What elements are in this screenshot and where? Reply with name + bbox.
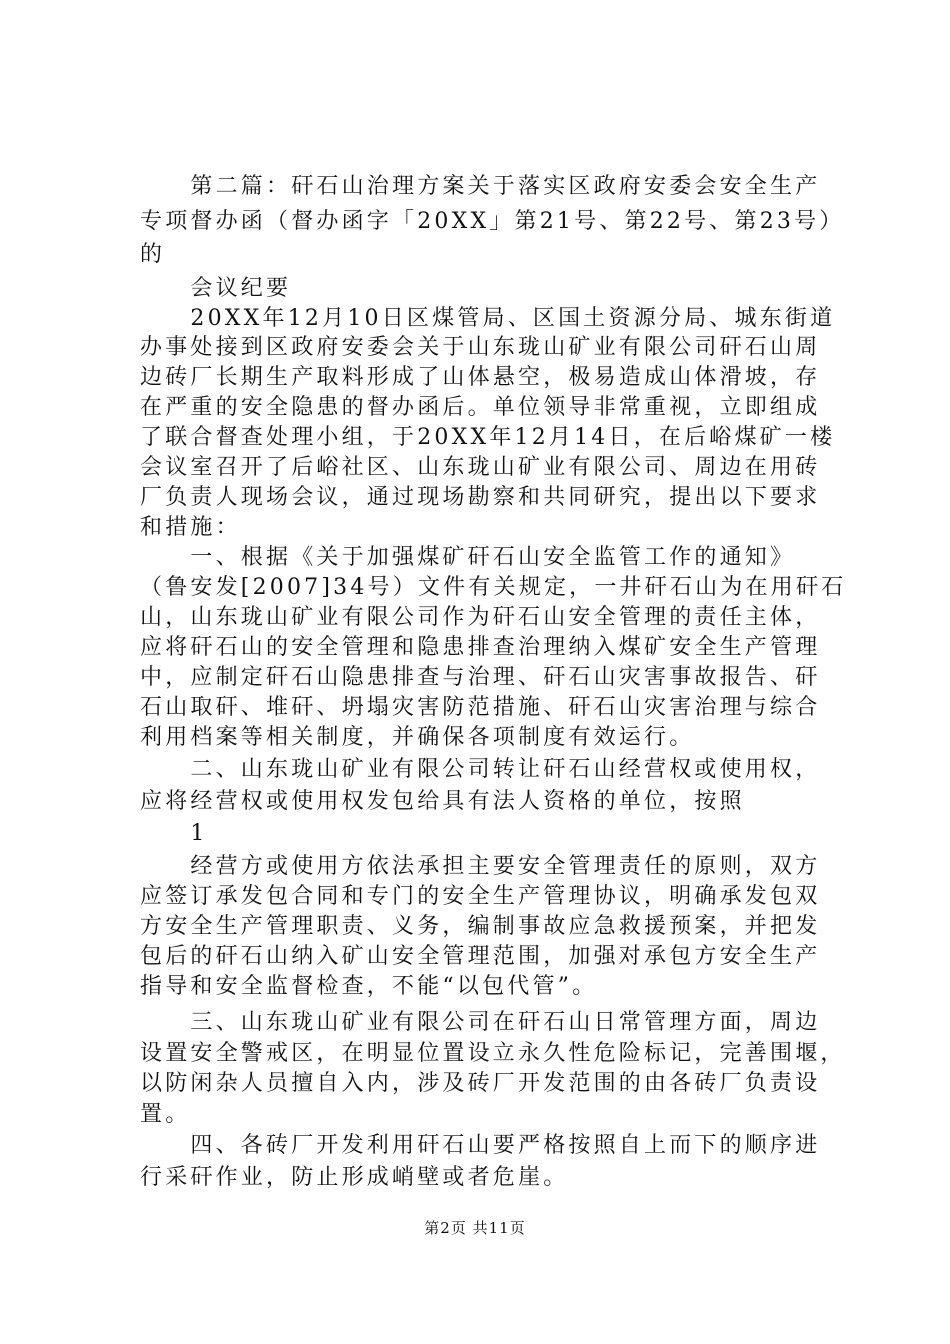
text-line: 方安全生产管理职责、义务，编制事故应急救援预案，并把发 <box>140 914 821 939</box>
text-line: 第二篇：矸石山治理方案关于落实区政府安委会安全生产 <box>140 174 821 199</box>
text-line: 会议室召开了后峪社区、山东珑山矿业有限公司、周边在用砖 <box>140 455 821 480</box>
page-footer: 第2页 共11页 <box>424 1219 526 1237</box>
text-line: 边砖厂长期生产取料形成了山体悬空，极易造成山体滑坡，存 <box>140 365 821 390</box>
text-line: 厂负责人现场会议，通过现场勘察和共同研究，提出以下要求 <box>140 485 821 510</box>
text-line: 应将经营权或使用权发包给具有法人资格的单位，按照 <box>140 789 745 814</box>
page-number-marker: 1 <box>140 821 208 846</box>
text-line: 办事处接到区政府安委会关于山东珑山矿业有限公司矸石山周 <box>140 335 821 360</box>
text-line: （鲁安发[2007]34号）文件有关规定，一井矸石山为在用矸石 <box>140 575 847 600</box>
text-line: 和措施： <box>140 515 241 540</box>
text-line: 了联合督查处理小组，于20XX年12月14日，在后峪煤矿一楼 <box>140 425 836 450</box>
text-line: 专项督办函（督办函字「20XX」第21号、第22号、第23号） <box>140 209 845 234</box>
text-line: 经营方或使用方依法承担主要安全管理责任的原则，双方 <box>140 854 821 879</box>
text-line: 行采矸作业，防止形成峭壁或者危崖。 <box>140 1165 569 1190</box>
text-line: 石山取矸、堆矸、坍塌灾害防范措施、矸石山灾害治理与综合 <box>140 695 821 720</box>
text-line: 二、山东珑山矿业有限公司转让矸石山经营权或使用权， <box>140 757 821 782</box>
text-line: 会议纪要 <box>140 276 292 301</box>
text-line: 包后的矸石山纳入矿山安全管理范围，加强对承包方安全生产 <box>140 944 821 969</box>
text-line: 设置安全警戒区，在明显位置设立永久性危险标记，完善围堰， <box>140 1041 846 1066</box>
text-line: 山，山东珑山矿业有限公司作为矸石山安全管理的责任主体， <box>140 605 821 630</box>
text-line: 在严重的安全隐患的督办函后。单位领导非常重视，立即组成 <box>140 395 821 420</box>
text-line: 三、山东珑山矿业有限公司在矸石山日常管理方面，周边 <box>140 1010 821 1035</box>
text-line: 20XX年12月10日区煤管局、区国土资源分局、城东街道 <box>140 306 836 331</box>
text-line: 一、根据《关于加强煤矿矸石山安全监管工作的通知》 <box>140 545 796 570</box>
text-line: 应签订承发包合同和专门的安全生产管理协议，明确承发包双 <box>140 884 821 909</box>
text-line: 以防闲杂人员擅自入内，涉及砖厂开发范围的由各砖厂负责设 <box>140 1071 821 1096</box>
text-line: 利用档案等相关制度，并确保各项制度有效运行。 <box>140 725 695 750</box>
text-line: 四、各砖厂开发利用矸石山要严格按照自上而下的顺序进 <box>140 1133 821 1158</box>
text-line: 应将矸石山的安全管理和隐患排查治理纳入煤矿安全生产管理 <box>140 635 821 660</box>
text-line: 中，应制定矸石山隐患排查与治理、矸石山灾害事故报告、矸 <box>140 665 821 690</box>
text-line: 指导和安全监督检查，不能“以包代管”。 <box>140 974 598 999</box>
text-line: 置。 <box>140 1102 191 1127</box>
text-line: 的 <box>140 242 166 267</box>
